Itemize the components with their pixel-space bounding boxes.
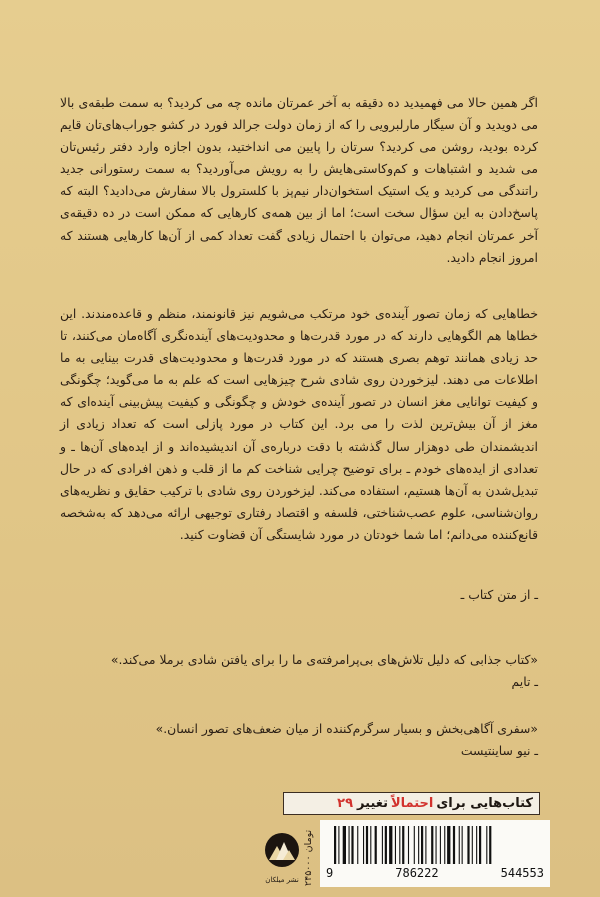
barcode-bar: [425, 826, 426, 864]
barcode-bar: [334, 826, 336, 864]
barcode-bar: [472, 826, 473, 864]
barcode-bar: [440, 826, 441, 864]
barcode-bar: [351, 826, 353, 864]
barcode-bar: [479, 826, 481, 864]
barcode-digits: [324, 866, 546, 880]
series-accent-word: احتمالاً: [390, 795, 434, 811]
barcode-bar: [389, 826, 392, 864]
barcode-bar: [399, 826, 400, 864]
barcode-bar: [370, 826, 371, 864]
barcode-bar: [462, 826, 463, 864]
barcode-bar: [366, 826, 368, 864]
series-suffix: تغییر: [357, 795, 388, 811]
barcode-bar: [349, 826, 350, 864]
barcode-bar: [431, 826, 433, 864]
series-label: [283, 792, 540, 815]
review-quote-1: [60, 649, 538, 693]
barcode-bar: [421, 826, 423, 864]
barcode-bar: [418, 826, 419, 864]
publisher-name: نشر میلکان: [265, 876, 299, 884]
barcode-bar: [467, 826, 469, 864]
barcode-bar: [486, 826, 487, 864]
barcode-bar: [402, 826, 404, 864]
barcode-bars: [334, 826, 536, 866]
barcode-digit-group: 9: [326, 866, 334, 880]
barcode-bar: [444, 826, 445, 864]
barcode-bar: [489, 826, 491, 864]
price-vertical-text: ۲۴۵۰۰۰ تومان: [303, 829, 314, 886]
barcode-digit-group: 786222: [395, 866, 439, 880]
barcode-bar: [395, 826, 396, 864]
barcode-bar: [447, 826, 450, 864]
barcode-bar: [476, 826, 477, 864]
barcode-digit-group: 544553: [500, 866, 544, 880]
barcode-bar: [338, 826, 339, 864]
barcode-bar: [363, 826, 364, 864]
series-number: ۲۹: [337, 795, 354, 811]
review-quote-author: ـ نیو ساینتیست: [460, 743, 538, 758]
blurb-source: ـ از متن کتاب ـ: [460, 587, 538, 602]
barcode-bar: [408, 826, 409, 864]
review-quote-2: [60, 718, 538, 762]
barcode-bar: [343, 826, 346, 864]
blurb-paragraph-1: اگر همین حالا می فهمیدید ده دقیقه به آخر عمرتان مانده چه می کردید؟ به سمت طبقه‌ی بالا می دویدید و آن سیگار مارلبرویی را که از زمان دولت جرالد فورد در کشو جوراب‌های‌تان قایم کرده بودید، روشن می کردید؟ سرتان را پایین می انداختید، بدون اجازه وارد دفتر رئیس‌تان می شدید و اشتباهات و کم‌وکاستی‌هایش را به رویش می‌آوردید؟ به سمت رستورانی جدید راتندگی می کردید و یک استیک استخوان‌دار نیم‌پز با کلسترول بالا سفارش می‌دادید؟ البته که پاسخ‌دادن به این سؤال سخت است؛ اما از بین همه‌ی کارهایی که ممکن است در ده دقیقه‌ی آخر عمرتان انجام دهید، می‌توان با احتمال زیادی گفت تعداد کمی از آن‌ها کارهایی هستند که امروز انجام دادید.: [60, 95, 538, 265]
series-prefix: کتاب‌هایی برای: [436, 795, 533, 811]
barcode-bar: [382, 826, 383, 864]
review-quote-text: «سفری آگاهی‌بخش و بسیار سرگرم‌کننده از میان ضعف‌های تصور انسان.»: [155, 721, 538, 736]
barcode: [320, 820, 550, 887]
review-quote-author: ـ تایم: [511, 674, 538, 689]
barcode-bar: [385, 826, 387, 864]
barcode-bar: [357, 826, 358, 864]
barcode-bar: [414, 826, 415, 864]
three-mountains-icon: [264, 828, 300, 880]
barcode-bar: [375, 826, 377, 864]
blurb-paragraph-2: خطاهایی که زمان تصور آینده‌ی خود مرتکب می‌شویم نیز قانونمند، منظم و قاعده‌مندند. این خطاها هم الگوهایی دارند که در مورد قدرت‌ها و محدودیت‌های آینده‌نگری آگاه‌مان می‌کنند، تا حد زیادی همانند توهم بصری هستند که در مورد قدرت‌ها و محدودیت‌های قدرت بینایی به ما اطلاعات می دهند. لیزخوردن روی شادی شرح چیزهایی است که علم به ما می‌گوید؛ چگونگی و کیفیت توانایی مغز انسان در تصور آینده‌ی خودش و چگونگی و کیفیت پیش‌بینی آینده‌ای که مغز از آن بیش‌ترین لذت را می برد. این کتاب در مورد پازلی است که تعداد زیادی از اندیشمندان طی دوهزار سال گذشته با دقت درباره‌ی آن اندیشیده‌اند و از ایده‌های آن‌ها ـ و تعدادی از ایده‌های خودم ـ برای توضیح چرایی شناخت کم ما از قلب و ذهن افرادی که در حال تبدیل‌شدن به آن‌ها هستیم، استفاده می‌کند. لیزخوردن روی شادی با ترکیب حقایق و نظریه‌های روان‌شناسی، علوم عصب‌شناختی، فلسفه و اقتصاد رفتاری توجیهی ارائه می‌دهد که به‌شخصه قانع‌کننده می‌دانم؛ اما شما خودتان در مورد شایستگی آن قضاوت کنید.: [59, 306, 538, 542]
barcode-bar: [459, 826, 460, 864]
barcode-bar: [436, 826, 437, 864]
review-quote-text: «کتاب جذابی که دلیل تلاش‌های بی‌پرامرفته‌ی ما را برای یافتن شادی برملا می‌کند.»: [110, 652, 538, 667]
barcode-bar: [453, 826, 455, 864]
